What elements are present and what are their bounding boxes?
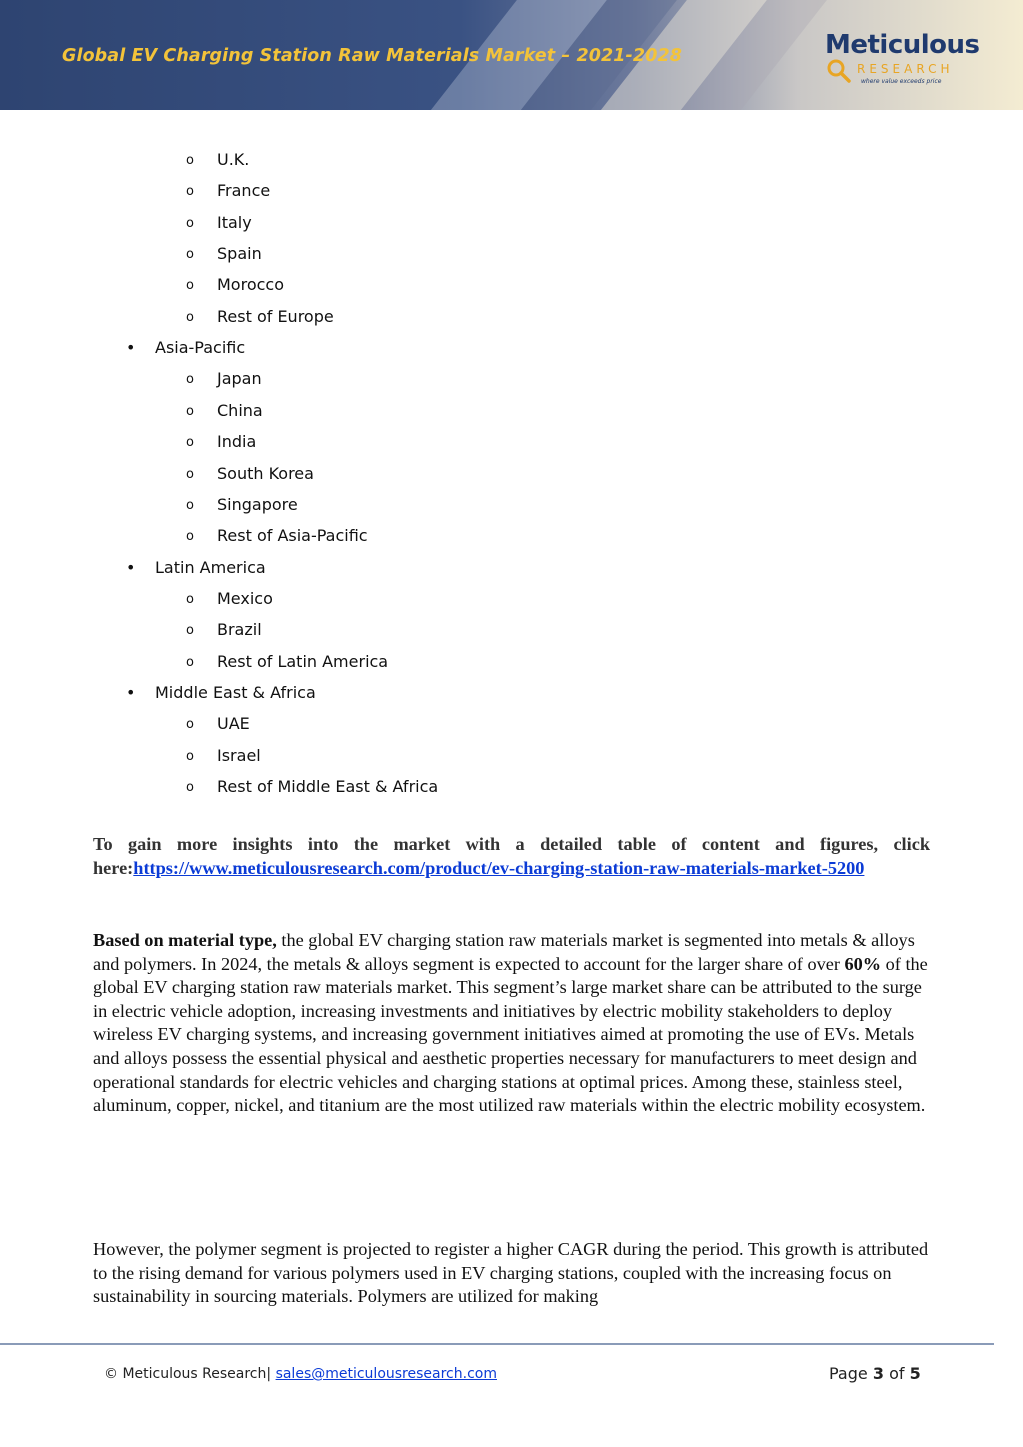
region-item xyxy=(126,558,266,578)
circle-bullet-icon: o xyxy=(186,404,194,419)
circle-bullet-icon: o xyxy=(186,717,194,732)
country-item xyxy=(186,369,262,389)
list-item-label: Rest of Europe xyxy=(217,307,334,326)
list-item-label: Brazil xyxy=(217,620,262,639)
polymer-paragraph: However, the polymer segment is projected to register a higher CAGR during the period. This growth is attributed to the rising demand for various polymers used in EV charging stations, coupled with the increasing focus on sustainability in sourcing materials. Polymers are utilized for making xyxy=(93,1239,929,1307)
country-item xyxy=(186,401,263,421)
circle-bullet-icon: o xyxy=(186,655,194,670)
list-item-label: China xyxy=(217,401,263,420)
list-item-label: Middle East & Africa xyxy=(155,683,316,702)
country-item xyxy=(186,181,271,201)
list-item-label: Rest of Middle East & Africa xyxy=(217,777,439,796)
page-label: Page xyxy=(829,1364,868,1383)
country-item xyxy=(186,213,252,233)
circle-bullet-icon: o xyxy=(186,623,194,638)
circle-bullet-icon: o xyxy=(186,216,194,231)
country-item xyxy=(186,495,298,515)
region-item xyxy=(126,338,246,358)
circle-bullet-icon: o xyxy=(186,435,194,450)
circle-bullet-icon: o xyxy=(186,247,194,262)
circle-bullet-icon: o xyxy=(186,310,194,325)
bullet-icon: • xyxy=(126,338,136,357)
list-item-label: Spain xyxy=(217,244,262,263)
country-item xyxy=(186,244,262,264)
circle-bullet-icon: o xyxy=(186,153,194,168)
material-type-paragraph xyxy=(93,929,930,1118)
list-item-label: Latin America xyxy=(155,558,266,577)
country-item xyxy=(186,746,261,766)
magnifier-icon xyxy=(825,58,855,84)
country-item xyxy=(186,275,284,295)
list-item-label: Israel xyxy=(217,746,261,765)
insight-paragraph xyxy=(93,833,930,880)
country-item xyxy=(186,620,262,640)
circle-bullet-icon: o xyxy=(186,498,194,513)
paragraph-text: the global EV charging station raw materials market is segmented into metals & alloys and polymers. In 2024, the metals & alloys segment is expected to account for the larger share of over xyxy=(93,930,915,974)
list-item-label: Morocco xyxy=(217,275,284,294)
list-item-label: France xyxy=(217,181,271,200)
logo-wordmark: Meticulous xyxy=(825,30,980,60)
page-of-label: of xyxy=(889,1364,905,1383)
list-item-label: Rest of Asia-Pacific xyxy=(217,526,368,545)
circle-bullet-icon: o xyxy=(186,749,194,764)
list-item-label: Italy xyxy=(217,213,252,232)
page-header xyxy=(0,0,1023,110)
current-page: 3 xyxy=(872,1364,884,1383)
list-item-label: Asia-Pacific xyxy=(155,338,246,357)
country-item xyxy=(186,150,250,170)
country-item xyxy=(186,432,257,452)
insight-text: To gain more insights into the market with a detailed table of content and figures, click here: xyxy=(93,834,930,878)
list-item-label: South Korea xyxy=(217,464,314,483)
country-item xyxy=(186,307,334,327)
country-item xyxy=(186,652,389,672)
circle-bullet-icon: o xyxy=(186,184,194,199)
list-item-label: Singapore xyxy=(217,495,298,514)
logo-tagline: where value exceeds price xyxy=(861,78,942,85)
paragraph-text: of the global EV charging station raw materials market. This segment’s large market share can be attributed to the surge in electric vehicle adoption, increasing investments and initiatives by electric mobility stakeholders to deploy wireless EV charging systems, and increasing government initiatives aimed at promoting the use of EVs. Metals and alloys possess the essential physical and aesthetic properties necessary for manufacturers to meet design and operational standards for electric vehicles and charging stations at optimal prices. Among these, stainless steel, aluminum, copper, nickel, and titanium are the most utilized raw materials within the electric mobility ecosystem. xyxy=(93,953,928,1116)
list-item-label: U.K. xyxy=(217,150,250,169)
report-title: Global EV Charging Station Raw Materials Market – 2021-2028 xyxy=(62,46,683,66)
bullet-icon: • xyxy=(126,558,136,577)
meticulous-research-logo xyxy=(823,28,980,88)
circle-bullet-icon: o xyxy=(186,278,194,293)
page-number xyxy=(829,1364,921,1383)
country-item xyxy=(186,777,439,797)
list-item-label: Rest of Latin America xyxy=(217,652,389,671)
circle-bullet-icon: o xyxy=(186,372,194,387)
country-item xyxy=(186,464,314,484)
share-value: 60% xyxy=(844,953,882,974)
list-item-label: India xyxy=(217,432,257,451)
bullet-icon: • xyxy=(126,683,136,702)
total-pages: 5 xyxy=(909,1364,921,1383)
footer-divider xyxy=(0,1343,994,1345)
report-link[interactable]: https://www.meticulousresearch.com/product/ev-charging-station-raw-materials-market-5200 xyxy=(133,857,865,878)
circle-bullet-icon: o xyxy=(186,780,194,795)
footer-contact xyxy=(104,1366,497,1382)
email-link[interactable]: sales@meticulousresearch.com xyxy=(275,1366,497,1382)
logo-subtitle: RESEARCH xyxy=(857,62,954,76)
copyright-text: © Meticulous Research| xyxy=(104,1366,272,1382)
circle-bullet-icon: o xyxy=(186,467,194,482)
region-item xyxy=(126,683,316,703)
circle-bullet-icon: o xyxy=(186,592,194,607)
list-item-label: Mexico xyxy=(217,589,273,608)
list-item-label: UAE xyxy=(217,714,250,733)
country-item xyxy=(186,714,250,734)
paragraph-lead: Based on material type, xyxy=(93,930,277,950)
country-item xyxy=(186,589,273,609)
country-item xyxy=(186,526,368,546)
list-item-label: Japan xyxy=(217,369,262,388)
circle-bullet-icon: o xyxy=(186,529,194,544)
